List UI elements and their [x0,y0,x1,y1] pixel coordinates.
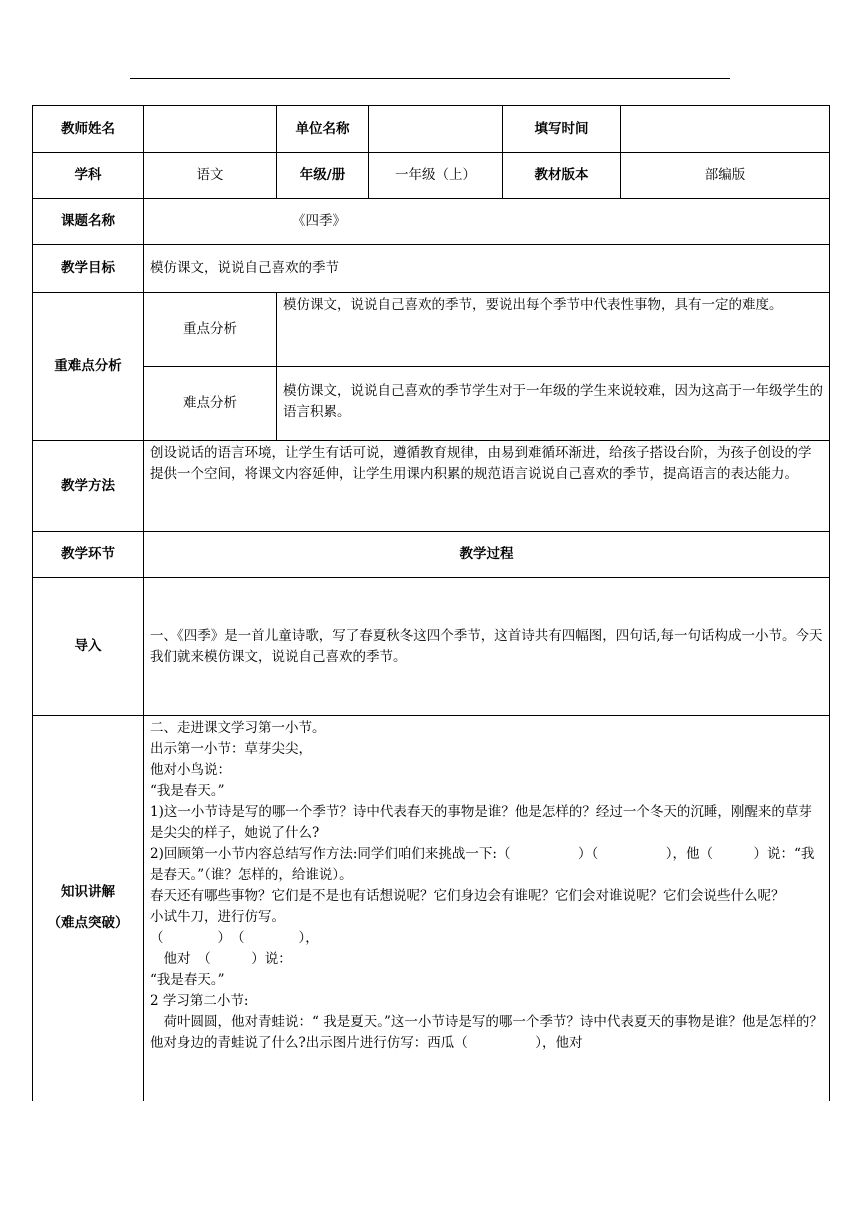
edition-label: 教材版本 [503,153,621,199]
knowledge-line: 1)这一小节诗是写的哪一个季节？诗中代表春天的事物是谁？他是怎样的？经过一个冬天的沉睡，刚醒来的草芽是尖尖的样子，她说了什么? [150,804,812,841]
row-course [33,199,830,245]
knowledge-line: 他对小鸟说： [150,762,231,778]
row-hard-analysis [33,367,830,441]
intro-label: 导入 [33,578,144,716]
row-knowledge [33,716,830,1101]
intro-value: 一、《四季》是一首儿童诗歌，写了春夏秋冬这四个季节，这首诗共有四幅图，四句话,每一句话构成一小节。今天我们就来模仿课文，说说自己喜欢的季节。 [144,578,830,716]
header-rule [130,78,730,79]
goal-value: 模仿课文，说说自己喜欢的季节 [144,245,830,293]
knowledge-label [33,716,144,1101]
method-label: 教学方法 [33,441,144,532]
lesson-plan-table [32,105,830,1101]
teacher-name-label: 教师姓名 [33,106,144,153]
key-analysis-label: 重点分析 [144,293,277,367]
knowledge-label-line2: （难点突破） [47,915,129,932]
row-key-analysis [33,293,830,367]
edition-value: 部编版 [621,153,830,199]
knowledge-content [144,716,830,1101]
knowledge-label-line1: 知识讲解 [61,884,115,901]
fill-time-field[interactable] [621,106,830,153]
knowledge-line: 荷叶圆圆，他对青蛙说：“ 我是夏天。”这一小节诗是写的哪一个季节？诗中代表夏天的事物是谁？他是怎样的？他对身边的青蛙说了什么?出示图片进行仿写：西瓜（ ），他对 [150,1014,823,1051]
stage-label: 教学环节 [33,532,144,578]
process-label: 教学过程 [144,532,830,578]
row-process-head [33,532,830,578]
unit-name-field[interactable] [369,106,503,153]
difficulty-label: 重难点分析 [33,293,144,441]
knowledge-line: 二、走进课文学习第一小节。 [150,720,326,736]
knowledge-line: “我是春天。” [150,783,225,799]
knowledge-line: 出示第一小节：草芽尖尖， [150,741,312,757]
grade-label: 年级/册 [277,153,369,199]
hard-analysis-value: 模仿课文，说说自己喜欢的季节学生对于一年级的学生来说较难，因为这高于一年级学生的语言积累。 [277,367,830,441]
hard-analysis-label: 难点分析 [144,367,277,441]
subject-label: 学科 [33,153,144,199]
grade-value: 一年级（上） [369,153,503,199]
teacher-name-field[interactable] [144,106,277,153]
goal-label: 教学目标 [33,245,144,293]
knowledge-line: 他对 （ ）说： [150,951,292,967]
fill-time-label: 填写时间 [503,106,621,153]
row-method [33,441,830,532]
knowledge-line: 2 学习第二小节: [150,993,249,1009]
row-teacher [33,106,830,153]
key-analysis-value: 模仿课文，说说自己喜欢的季节，要说出每个季节中代表性事物，具有一定的难度。 [277,293,830,367]
row-intro [33,578,830,716]
knowledge-line: 春天还有哪些事物？它们是不是也有话想说呢？它们身边会有谁呢？它们会对谁说呢？它们会说些什么呢？ [150,888,785,904]
knowledge-line: （ ） （ ）， [150,930,319,946]
row-subject [33,153,830,199]
course-label: 课题名称 [33,199,144,245]
knowledge-line: 2)回顾第一小节内容总结写作方法:同学们咱们来挑战一下:（ ）（ ），他（ ）说：“我是春天。”（谁？怎样的，给谁说）。 [150,846,815,883]
knowledge-line: 小试牛刀，进行仿写。 [150,909,285,925]
course-value: 《四季》 [144,199,830,245]
knowledge-line: “我是春天。” [150,972,225,988]
subject-value: 语文 [144,153,277,199]
unit-name-label: 单位名称 [277,106,369,153]
method-value: 创设说话的语言环境，让学生有话可说，遵循教育规律，由易到难循环渐进，给孩子搭设台阶，为孩子创设的学提供一个空间，将课文内容延伸，让学生用课内积累的规范语言说说自己喜欢的季节，提高语言的表达能力。 [144,441,830,532]
row-goal [33,245,830,293]
